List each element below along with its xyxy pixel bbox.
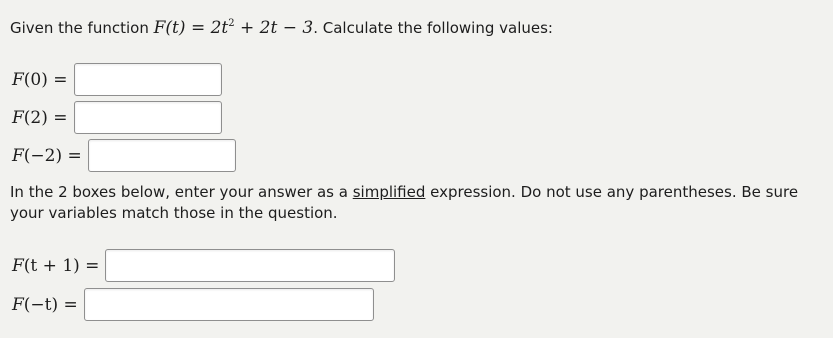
problem-statement — [10, 18, 553, 38]
expression-label: F(−t) = — [12, 294, 78, 315]
expression-label: F(t + 1) = — [12, 255, 100, 276]
question-label: F(0) = — [12, 69, 68, 90]
answer-input-f-t-plus-1[interactable] — [105, 249, 395, 282]
question-f-neg-2 — [12, 139, 236, 172]
intro-suffix: . Calculate the following values: — [313, 19, 553, 37]
question-label: F(−2) = — [12, 145, 82, 166]
expression-f-neg-t — [12, 288, 374, 321]
question-f-0 — [12, 63, 222, 96]
answer-input-f-0[interactable] — [74, 63, 222, 96]
answer-input-f-2[interactable] — [74, 101, 222, 134]
function-definition: $F(t) = 2t^2 + 2t - 3$ — [153, 18, 314, 38]
instructions: In the 2 boxes below, enter your answer as a simplified expression. Do not use any parentheses. Be sure your variables match those in the question. — [10, 183, 799, 222]
simplified-emphasis: simplified — [352, 183, 426, 201]
intro-prefix: Given the function — [10, 19, 149, 37]
answer-input-f-neg-2[interactable] — [88, 139, 236, 172]
question-f-2 — [12, 101, 222, 134]
expression-f-t-plus-1 — [12, 249, 395, 282]
answer-input-f-neg-t[interactable] — [84, 288, 374, 321]
question-label: F(2) = — [12, 107, 68, 128]
